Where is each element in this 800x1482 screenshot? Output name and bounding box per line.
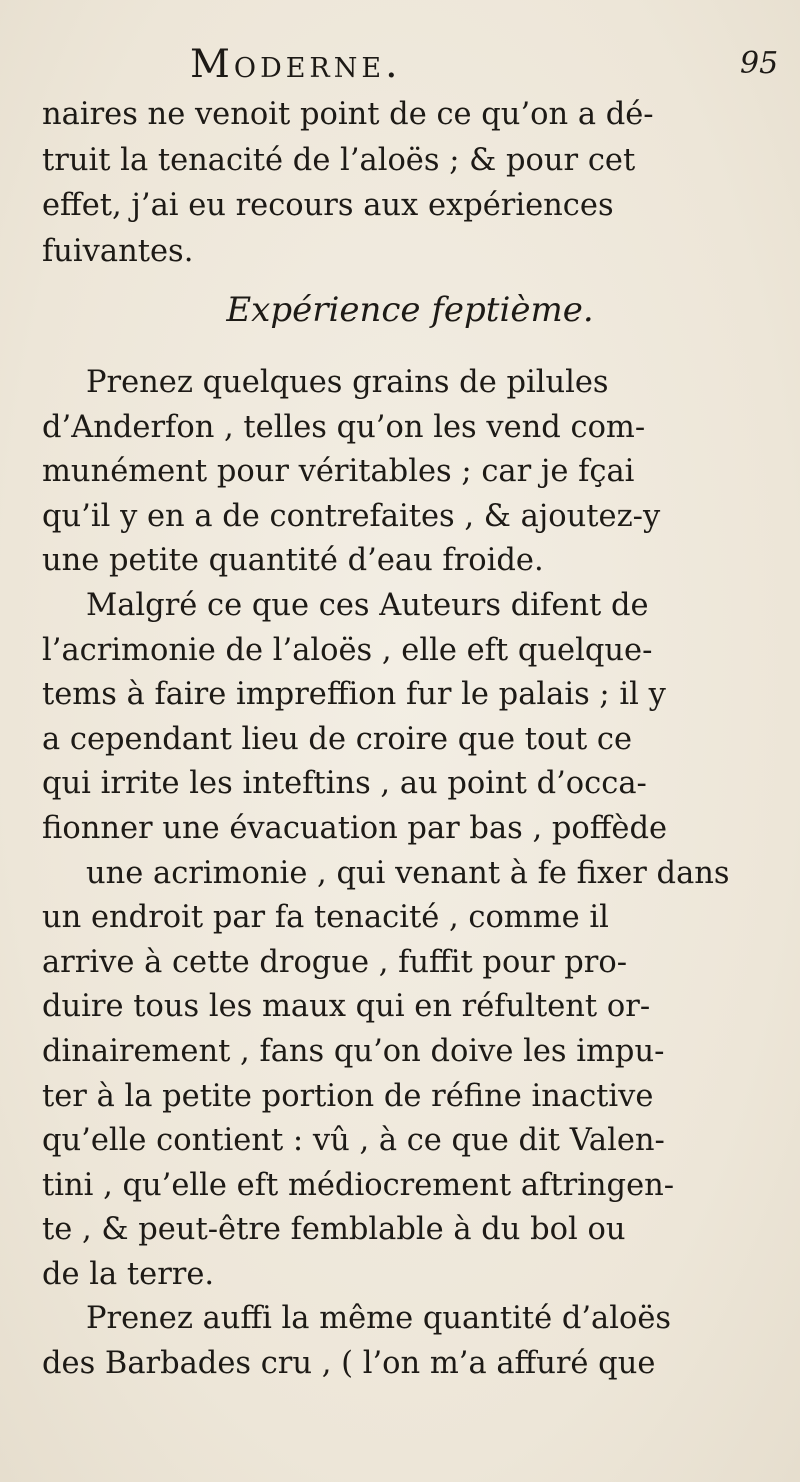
text-line: arrive à cette drogue , fuffit pour pro-	[42, 944, 627, 980]
intro-paragraph	[42, 92, 772, 274]
text-line: des Barbades cru , ( l’on m’a affuré que	[42, 1346, 656, 1382]
text-line: fionner une évacuation par bas , poffède	[42, 810, 668, 846]
text-line: un endroit par fa tenacité , comme il	[42, 900, 609, 936]
text-line: de la terre.	[42, 1256, 215, 1292]
text-line: Prenez auffi la même quantité d’aloës	[86, 1301, 672, 1337]
text-line: qu’il y en a de contrefaites , & ajoutez-y	[42, 498, 661, 534]
text-line: naires ne venoit point de ce qu’on a dé-	[42, 97, 654, 132]
text-line: fuivantes.	[42, 233, 194, 269]
text-line: une petite quantité d’eau froide.	[42, 543, 544, 579]
text-line: ter à la petite portion de réfine inactive	[42, 1078, 654, 1114]
text-line: duire tous les maux qui en réfultent or-	[42, 989, 651, 1025]
body-text	[42, 361, 772, 1387]
text-line: dinairement , fans qu’on doive les impu-	[42, 1033, 665, 1069]
text-line: truit la tenacité de l’aloës ; & pour cet	[42, 142, 636, 178]
running-head	[0, 42, 800, 90]
running-title: Moderne.	[190, 42, 402, 87]
text-line: te , & peut-être femblable à du bol ou	[42, 1212, 626, 1248]
text-line: qu’elle contient : vû , à ce que dit Valen-	[42, 1123, 665, 1159]
text-line: qui irrite les inteftins , au point d’occa-	[42, 766, 647, 802]
text-line: une acrimonie , qui venant à fe fixer dans	[86, 855, 730, 891]
text-line: tems à faire impreffion fur le palais ; il y	[42, 677, 666, 713]
text-line: l’acrimonie de l’aloës , elle eft quelque-	[42, 632, 653, 668]
text-line: a cependant lieu de croire que tout ce	[42, 721, 633, 757]
text-line: d’Anderfon , telles qu’on les vend com-	[42, 409, 646, 445]
text-line: tini , qu’elle eft médiocrement aftringen-	[42, 1167, 675, 1203]
section-heading: Expérience feptième.	[226, 290, 594, 330]
text-line: Malgré ce que ces Auteurs difent de	[86, 587, 649, 623]
text-line: effet, j’ai eu recours aux expériences	[42, 188, 614, 223]
text-line: Prenez quelques grains de pilules	[86, 365, 609, 400]
page-number: 95	[740, 46, 779, 81]
text-line: munément pour véritables ; car je fçai	[42, 454, 635, 490]
